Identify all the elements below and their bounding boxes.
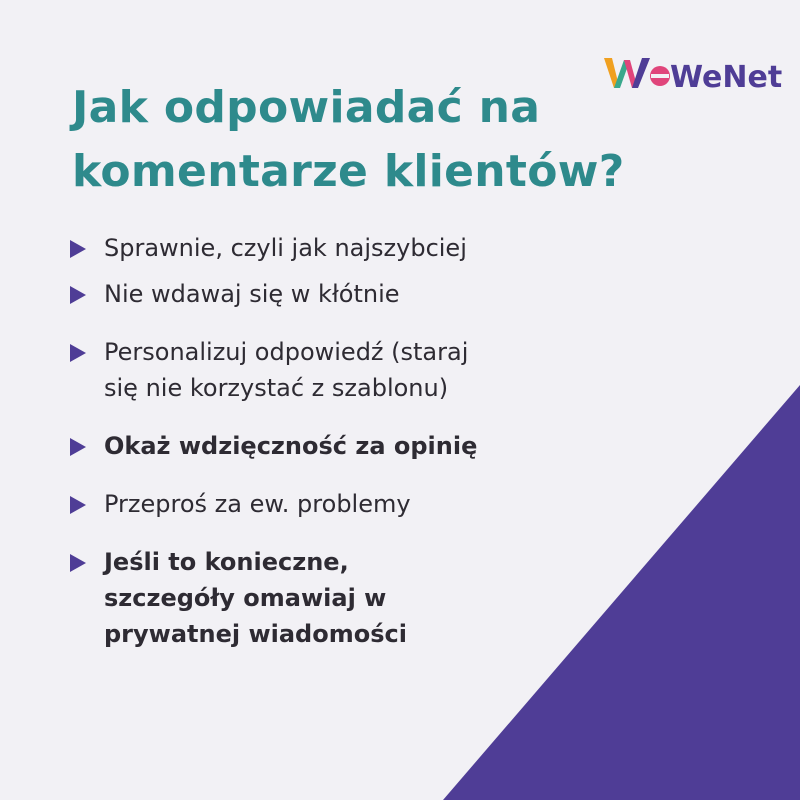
tip-text: się nie korzystać z szablonu) (104, 374, 449, 402)
tip-text: Przeproś za ew. problemy (104, 490, 411, 518)
triangle-bullet-icon (70, 286, 86, 304)
tip-text: prywatnej wiadomości (104, 620, 407, 648)
tip-text: Nie wdawaj się w kłótnie (104, 280, 400, 308)
tip-item (68, 334, 628, 406)
tip-text: szczegóły omawiaj w (104, 584, 387, 612)
tip-item (68, 428, 628, 464)
title-line-2: komentarze klientów? (72, 146, 625, 197)
tip-item (68, 276, 628, 312)
tip-text: Okaż wdzięczność za opinię (104, 432, 478, 460)
page-title (72, 76, 752, 204)
triangle-bullet-icon (70, 438, 86, 456)
tip-item (68, 486, 628, 522)
logo-wordmark: WeNet (670, 60, 783, 95)
tip-text: Jeśli to konieczne, (104, 548, 349, 576)
title-line-1: Jak odpowiadać na (72, 82, 541, 133)
tip-item (68, 544, 628, 652)
triangle-bullet-icon (70, 344, 86, 362)
tip-text: Personalizuj odpowiedź (staraj (104, 338, 469, 366)
triangle-bullet-icon (70, 496, 86, 514)
tips-list (68, 230, 628, 652)
tip-text: Sprawnie, czyli jak najszybciej (104, 234, 467, 262)
tip-item (68, 230, 628, 266)
triangle-bullet-icon (70, 554, 86, 572)
triangle-bullet-icon (70, 240, 86, 258)
